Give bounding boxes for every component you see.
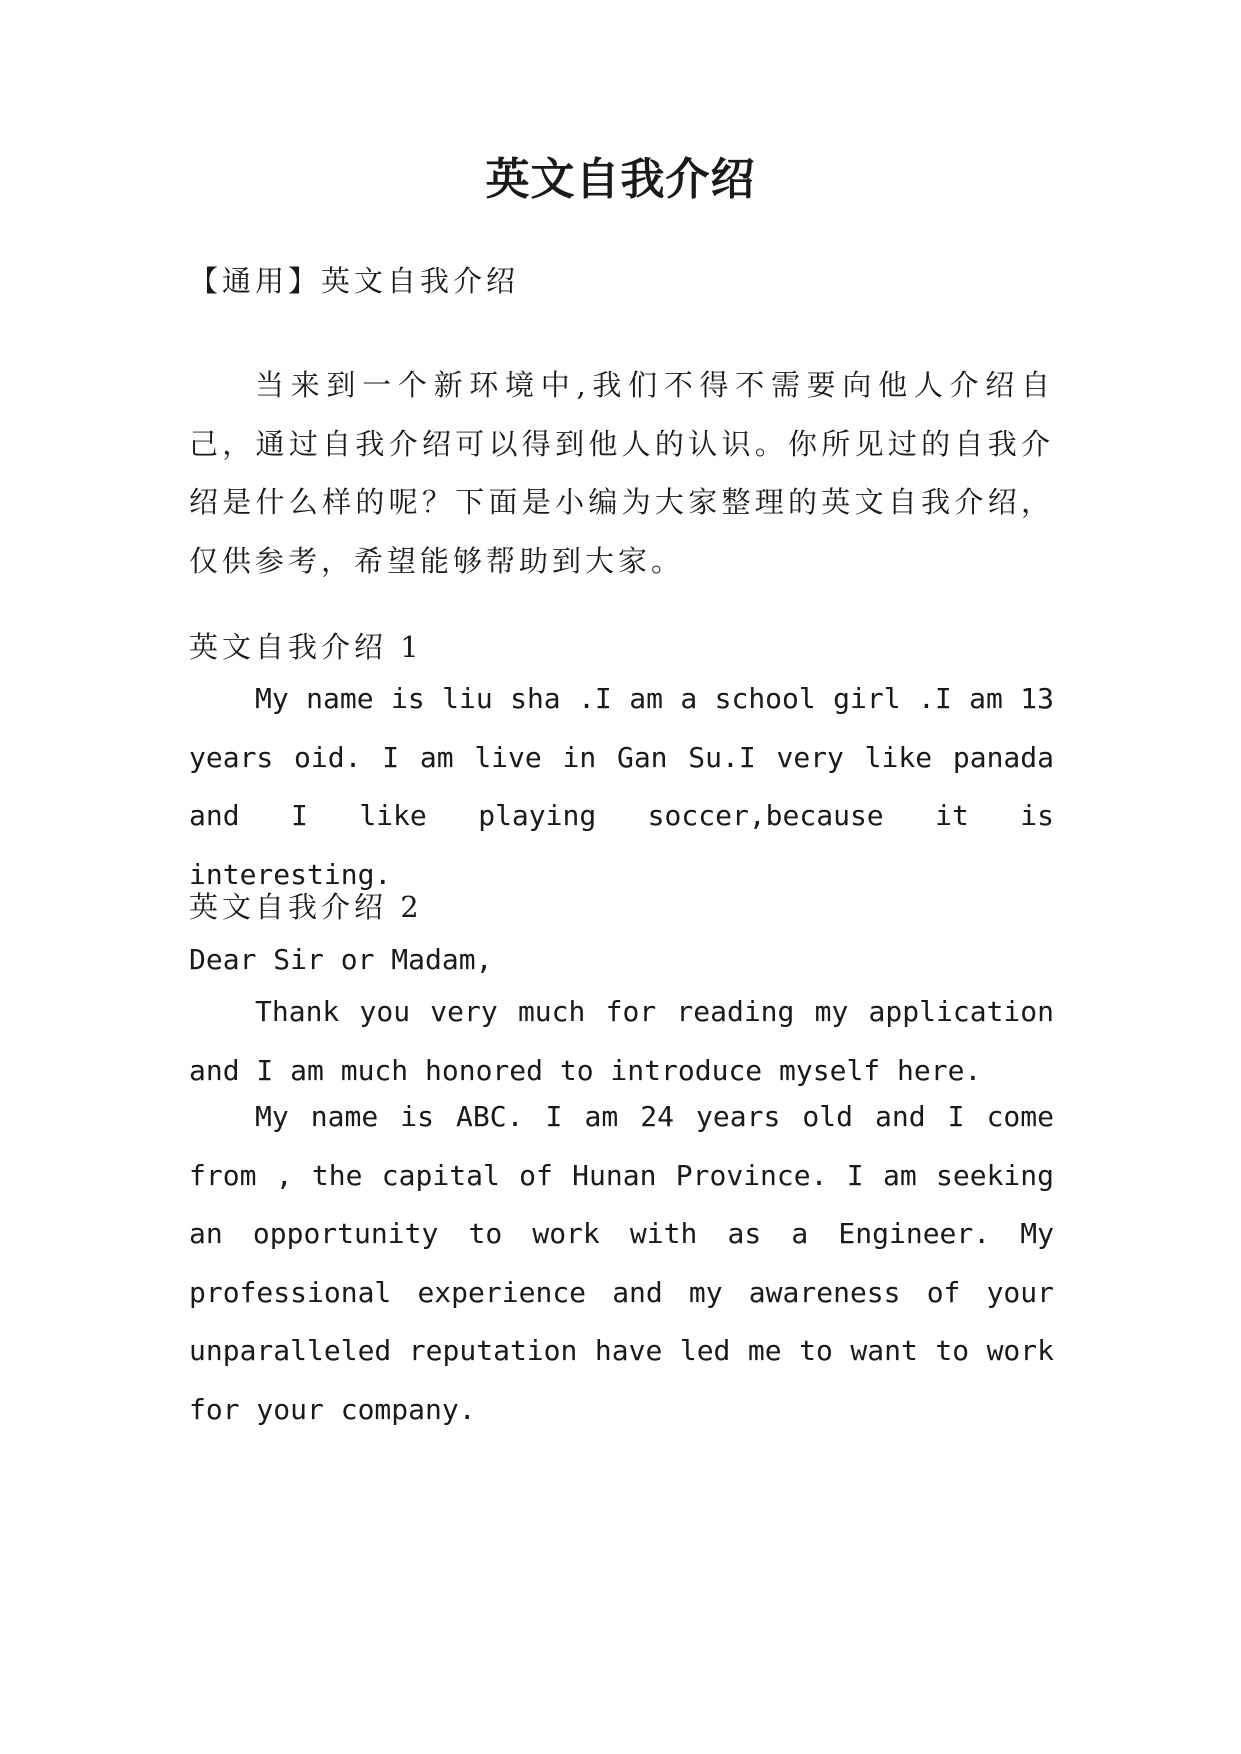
document-title: 英文自我介绍 (485, 154, 756, 205)
document-subtitle: 【通用】英文自我介绍 (189, 264, 520, 298)
intro-paragraph: 当来到一个新环境中,我们不得不需要向他人介绍自己，通过自我介绍可以得到他人的认识。你所见过的自我介绍是什么样的呢？下面是小编为大家整理的英文自我介绍，仅供参考，希望能够帮助到大家。 (189, 368, 1054, 578)
section2-heading: 英文自我介绍 2 (189, 890, 423, 924)
section2-paragraph-2: My name is ABC. I am 24 years old and I come from , the capital of Hunan Province. I am seeking an opportunity to work with as a Engineer. My professional experience and my awareness of your unparalleled reputation have led me to want to work for your company. (189, 1100, 1054, 1426)
section2-salutation: Dear Sir or Madam, (189, 943, 493, 976)
section1-heading: 英文自我介绍 1 (189, 630, 423, 664)
section1-paragraph: My name is liu sha .I am a school girl .I am 13 years oid. I am live in Gan Su.I very like panada and I like playing soccer,because it is interesting. (189, 682, 1054, 891)
section2-paragraph-1: Thank you very much for reading my application and I am much honored to introduce myself here. (189, 995, 1054, 1087)
